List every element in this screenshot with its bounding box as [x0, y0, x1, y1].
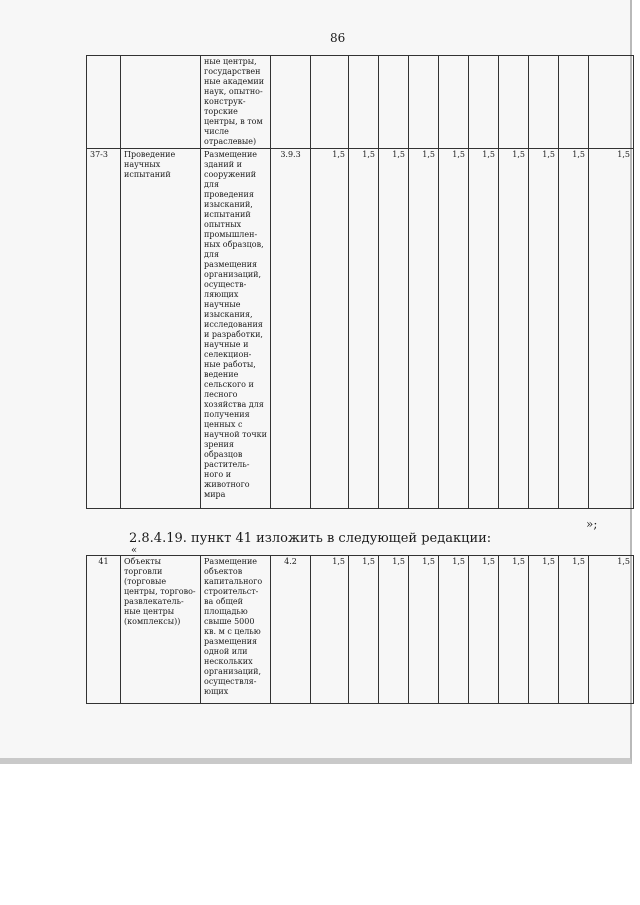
row-value: 1,5: [559, 149, 589, 509]
table-row: [87, 556, 634, 704]
row-classifier: 3.9.3: [271, 149, 311, 509]
row-name: [121, 56, 201, 149]
row-value: 1,5: [469, 556, 499, 704]
row-value: 1,5: [469, 149, 499, 509]
row-value: 1,5: [439, 556, 469, 704]
row-value: [589, 56, 634, 149]
row-value: 1,5: [311, 556, 349, 704]
row-value: 1,5: [349, 149, 379, 509]
row-value: 1,5: [409, 556, 439, 704]
page-number: 86: [330, 31, 346, 45]
closing-quote-mark: »;: [586, 517, 598, 531]
row-value: 1,5: [379, 556, 409, 704]
row-value: 1,5: [379, 149, 409, 509]
row-value: 1,5: [529, 556, 559, 704]
row-value: 1,5: [349, 556, 379, 704]
row-value: [439, 56, 469, 149]
row-value: 1,5: [439, 149, 469, 509]
row-name: Объекты торговли (торговые центры, торгово-развлекатель-ные центры (комплексы)): [121, 556, 201, 704]
opening-quote-mark: «: [131, 545, 138, 556]
row-value: [311, 56, 349, 149]
row-code: 37-3: [87, 149, 121, 509]
row-code: 41: [87, 556, 121, 704]
row-value: 1,5: [499, 149, 529, 509]
row-value: [349, 56, 379, 149]
row-description: Размещение объектов капитального строительст-ва общей площадью свыше 5000 кв. м с целью размещения одной или нескольких организаций, осуществля-ющих: [201, 556, 271, 704]
row-value: [499, 56, 529, 149]
row-name: Проведение научных испытаний: [121, 149, 201, 509]
row-value: 1,5: [499, 556, 529, 704]
row-value: 1,5: [589, 556, 634, 704]
table-bottom: [86, 555, 634, 704]
row-value: 1,5: [311, 149, 349, 509]
row-classifier: 4.2: [271, 556, 311, 704]
table-row: [87, 149, 634, 509]
row-value: [559, 56, 589, 149]
row-value: 1,5: [589, 149, 634, 509]
row-code: [87, 56, 121, 149]
table-top: [86, 55, 634, 509]
row-classifier: [271, 56, 311, 149]
row-description: ные центры, государствен ные академии наук, опытно-конструк-торские центры, в том числе отраслевые): [201, 56, 271, 149]
row-value: [469, 56, 499, 149]
row-description: Размещение зданий и сооружений для проведения изысканий, испытаний опытных промышлен-ных образцов, для размещения организаций, осуществ-ляющих научные изыскания, исследования и разработки, научные и селекцион-ные работы, ведение сельского и лесного хозяйства для получения ценных с научной точки зрения образцов раститель-ного и животного мира: [201, 149, 271, 509]
row-value: 1,5: [529, 149, 559, 509]
section-heading: 2.8.4.19. пункт 41 изложить в следующей редакции:: [129, 531, 492, 546]
row-value: 1,5: [559, 556, 589, 704]
row-value: 1,5: [409, 149, 439, 509]
row-value: [379, 56, 409, 149]
row-value: [409, 56, 439, 149]
row-value: [529, 56, 559, 149]
table-row: [87, 56, 634, 149]
